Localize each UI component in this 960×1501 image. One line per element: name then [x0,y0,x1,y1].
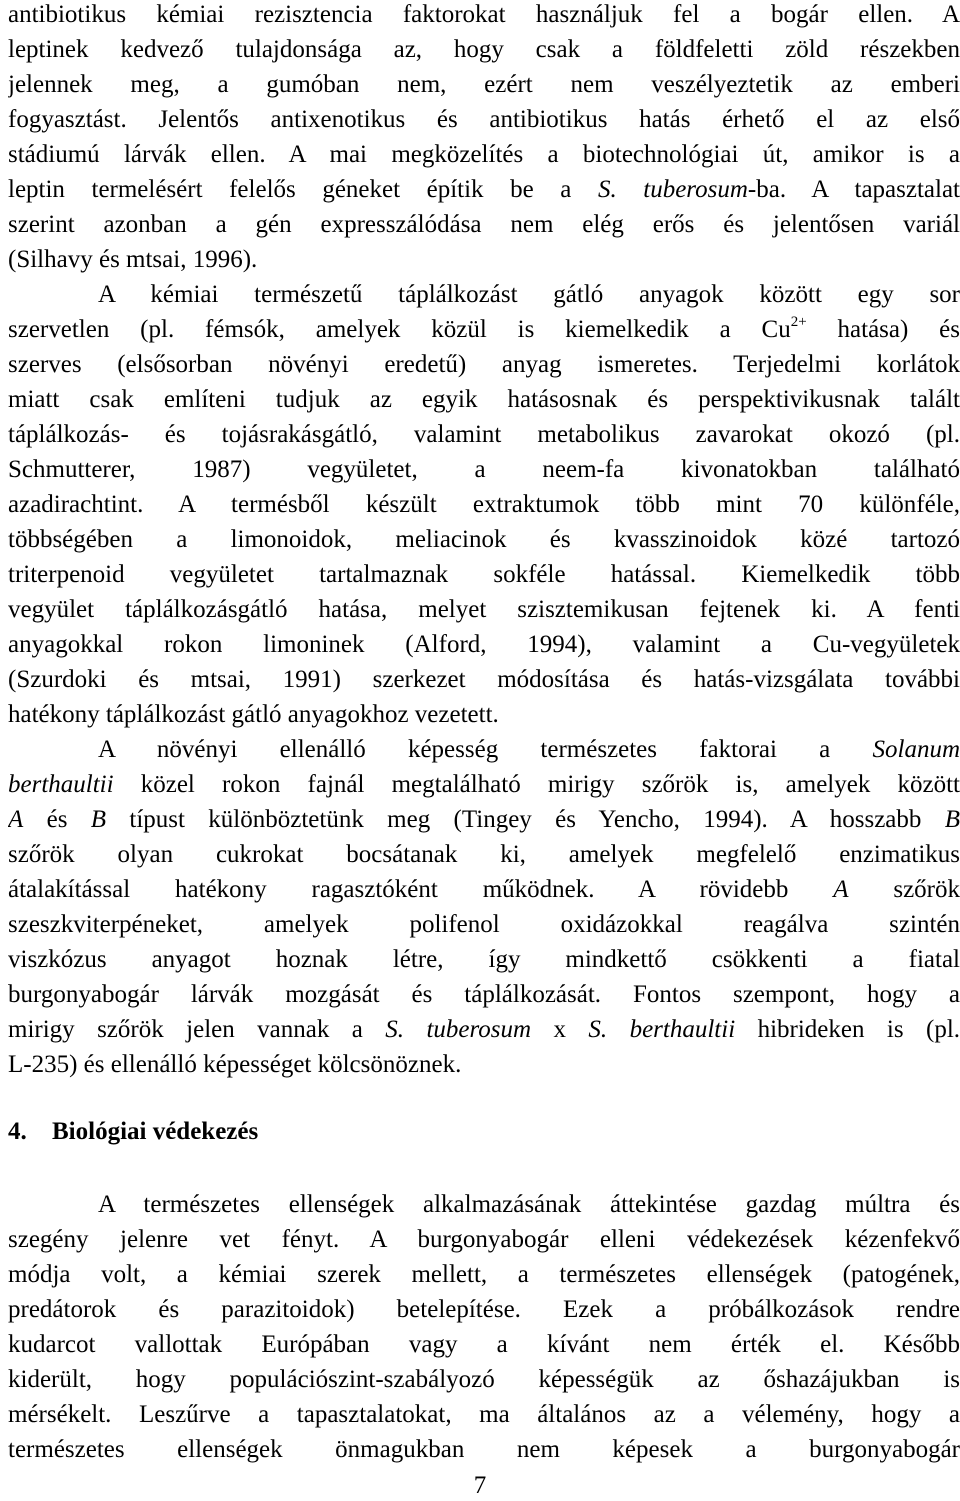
text-line: predátorok és parazitoidok) betelepítése. Ezek a próbálkozások rendre [8,1296,960,1323]
species-name: Solanum [872,736,960,763]
page-number: 7 [473,1472,487,1499]
text-line [8,805,960,835]
text-run: közel rokon fajnál megtalálható mirigy szőrök is, amelyek között [113,771,960,798]
text-line: fogyasztást. Jelentős antixenotikus és antibiotikus hatás érhető el az első [8,106,960,133]
text-run: szőrök [848,876,960,903]
text-run: típust különböztetünk meg (Tingey és Yencho, 1994). A hosszabb [106,806,945,833]
text-line [8,875,960,905]
text-run: átalakítással hatékony ragasztóként működnek. A rövidebb [8,876,834,903]
text-line: szőrök olyan cukrokat bocsátanak ki, amelyek megfelelő enzimatikus [8,841,960,868]
text-run: és [23,806,91,833]
text-line: hatékony táplálkozást gátló anyagokhoz vezetett. [8,701,499,728]
text-run: A tapasztalat [786,176,960,203]
text-line: mérsékelt. Leszűrve a tapasztalatokat, ma általános az a vélemény, hogy a [8,1401,960,1428]
text-line: kudarcot vallottak Európában vagy a kívánt nem érték el. Később [8,1331,960,1358]
text-line: stádiumú lárvák ellen. A mai megközelítés a biotechnológiai út, amikor is a [8,141,960,168]
text-line: leptinek kedvező tulajdonsága az, hogy csak a földfeletti zöld részekben [8,36,960,63]
paragraph-first-line: A kémiai természetű táplálkozást gátló anyagok között egy sor [98,281,960,308]
superscript: 2+ [790,315,807,330]
text-run: A növényi ellenálló képesség természetes faktorai a [98,736,873,763]
text-line [8,770,960,800]
text-line: szegény jelenre vet fényt. A burgonyabogár elleni védekezések kézenfekvő [8,1226,960,1253]
text-line: vegyület táplálkozásgátló hatása, melyet szisztemikusan fejtenek ki. A fenti [8,596,960,623]
text-run: szervetlen (pl. fémsók, amelyek közül is kiemelkedik a Cu [8,316,791,343]
type-label: A [8,806,24,833]
type-label: B [90,806,107,833]
text-line: L-235) és ellenálló képességet kölcsönöznek. [8,1051,462,1078]
text-line: jelennek meg, a gumóban nem, ezért nem veszélyeztetik az emberi [8,71,960,98]
text-line: (Silhavy és mtsai, 1996). [8,246,258,273]
type-label: B [944,806,960,833]
text-run: leptin termelésért felelős géneket építik be a [8,176,598,203]
species-name: berthaultii [8,771,114,798]
text-line: anyagokkal rokon limoninek (Alford, 1994), valamint a Cu-vegyületek [8,631,960,658]
paragraph-first-line: A természetes ellenségek alkalmazásának áttekintése gazdag múltra és [98,1191,960,1218]
text-line: Schmutterer, 1987) vegyületet, a neem-fa kivonatokban található [8,456,960,483]
text-line: antibiotikus kémiai rezisztencia faktorokat használjuk fel a bogár ellen. A [8,1,960,28]
text-run: -ba. [747,176,787,203]
text-line: többségében a limonoidok, meliacinok és kvasszinoidok közé tartozó [8,526,960,553]
species-name: S. berthaultii [588,1016,736,1043]
text-line: táplálkozás- és tojásrakásgátló, valamint metabolikus zavarokat okozó (pl. [8,421,960,448]
text-line: burgonyabogár lárvák mozgását és táplálkozását. Fontos szempont, hogy a [8,981,960,1008]
text-line: triterpenoid vegyületet tartalmaznak sokféle hatással. Kiemelkedik több [8,561,960,588]
text-line: viszkózus anyagot hoznak létre, így mindkettő csökkenti a fiatal [8,946,960,973]
section-title: Biológiai védekezés [52,1118,259,1145]
text-line: természetes ellenségek önmagukban nem képesek a burgonyabogár [8,1436,960,1463]
text-line: szeszkviterpéneket, amelyek polifenol oxidázokkal reagálva szintén [8,911,960,938]
text-line: szerves (elsősorban növényi eredetű) anyag ismeretes. Terjedelmi korlátok [8,351,960,378]
text-line: (Szurdoki és mtsai, 1991) szerkezet módosítása és hatás-vizsgálata további [8,666,960,693]
text-line [8,1015,960,1045]
text-run: hatása) és [806,316,960,343]
paragraph-first-line [98,735,960,765]
text-line [8,175,960,205]
text-line: miatt csak említeni tudjuk az egyik hatásosnak és perspektivikusnak talált [8,386,960,413]
text-line: azadirachtint. A termésből készült extraktumok több mint 70 különféle, [8,491,960,518]
text-line: módja volt, a kémiai szerek mellett, a természetes ellenségek (patogének, [8,1261,960,1288]
section-number: 4. [8,1118,27,1145]
section-heading [8,1117,258,1147]
text-run: mirigy szőrök jelen vannak a [8,1016,386,1043]
type-label: A [833,876,849,903]
species-name: S. tuberosum [597,176,748,203]
text-line [8,315,960,345]
text-run: hibrideken is (pl. [735,1016,960,1043]
text-line: kiderült, hogy populációszint-szabályozó képességük az őshazájukban is [8,1366,960,1393]
species-name: S. tuberosum [385,1016,532,1043]
text-line: szerint azonban a gén expresszálódása nem elég erős és jelentősen variál [8,211,960,238]
text-run: x [531,1016,589,1043]
